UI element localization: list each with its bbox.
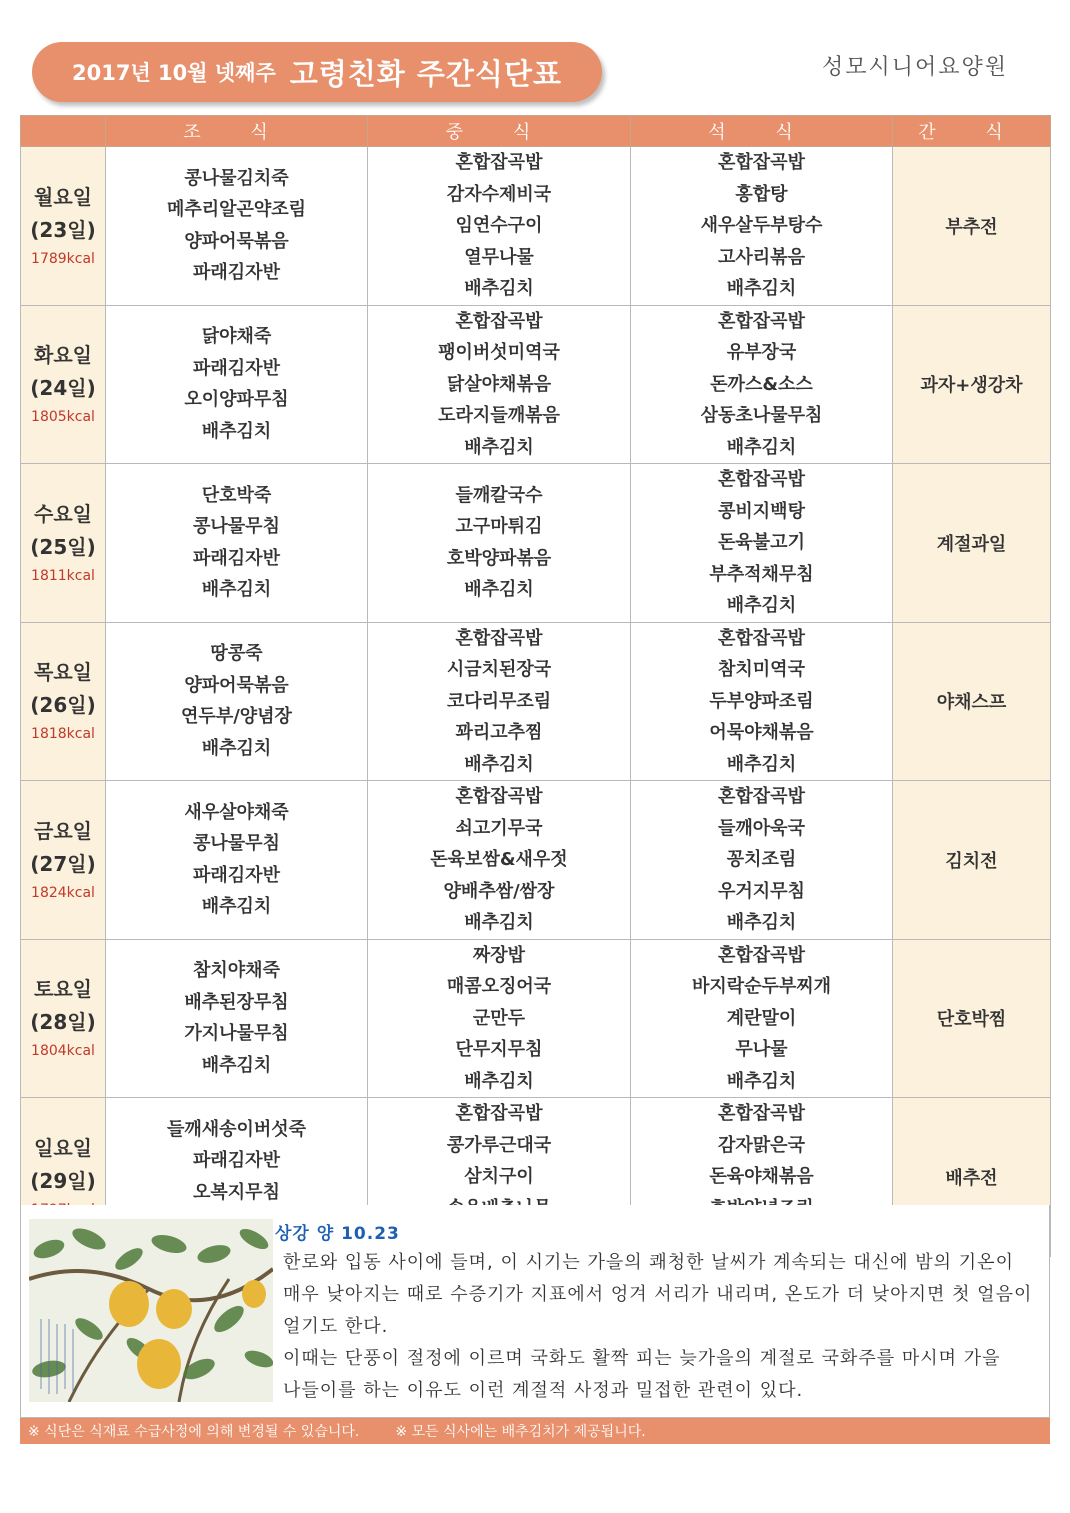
day-cell bbox=[21, 781, 106, 940]
breakfast-items bbox=[106, 955, 367, 1081]
quince-painting-image bbox=[29, 1219, 273, 1402]
menu-item: 들깨새송이버섯죽 bbox=[166, 1118, 307, 1140]
lunch-cell bbox=[368, 622, 631, 781]
day-kcal: 1818kcal bbox=[31, 726, 95, 743]
day-date: (28일) bbox=[30, 1010, 96, 1035]
snack-cell: 과자+생강차 bbox=[893, 305, 1051, 464]
day-cell bbox=[21, 939, 106, 1098]
menu-item: 우거지무침 bbox=[718, 880, 805, 902]
dinner-items bbox=[631, 781, 892, 939]
lunch-items bbox=[368, 940, 630, 1098]
day-name: 목요일 bbox=[34, 660, 92, 685]
snack-cell: 부추전 bbox=[893, 147, 1051, 306]
menu-item: 단호박죽 bbox=[201, 484, 272, 506]
organization-name: 성모시니어요양원 bbox=[821, 55, 1008, 80]
menu-item: 배추김치 bbox=[464, 912, 534, 933]
season-section bbox=[20, 1205, 1050, 1418]
menu-item: 혼합잡곡밥 bbox=[718, 310, 805, 332]
header-dinner: 석 식 bbox=[631, 116, 893, 147]
menu-item: 팽이버섯미역국 bbox=[438, 342, 560, 363]
menu-item: 임연수구이 bbox=[455, 215, 543, 236]
menu-item: 파래김자반 bbox=[193, 262, 280, 284]
menu-item: 삼동초나물무침 bbox=[700, 405, 823, 426]
menu-item: 호박양파볶음 bbox=[446, 547, 552, 569]
menu-item: 배추김치 bbox=[726, 278, 797, 299]
menu-item: 고사리볶음 bbox=[718, 246, 805, 268]
lunch-cell bbox=[368, 781, 631, 940]
season-paragraph-1: 한로와 입동 사이에 들며, 이 시기는 가을의 쾌청한 날씨가 계속되는 대신에 밤의 기온이 매우 낮아지는 때로 수증기가 지표에서 엉겨 서리가 내리며, 온도가 더 낮아지면 첫 얼음이 얼기도 한다. bbox=[283, 1252, 1033, 1337]
menu-item: 어묵야채볶음 bbox=[709, 722, 814, 743]
day-date: (27일) bbox=[30, 851, 96, 876]
menu-item: 닭야채죽 bbox=[201, 326, 272, 348]
menu-item: 양배추쌈/쌈장 bbox=[443, 880, 555, 902]
day-cell bbox=[21, 622, 106, 781]
lunch-items bbox=[368, 623, 630, 781]
day-name: 월요일 bbox=[34, 184, 92, 209]
menu-item: 콩나물김치죽 bbox=[184, 167, 289, 189]
lunch-items bbox=[368, 480, 630, 606]
breakfast-cell bbox=[106, 147, 368, 306]
breakfast-items bbox=[106, 163, 367, 289]
menu-item: 홍합탕 bbox=[735, 183, 788, 205]
menu-item: 무나물 bbox=[735, 1039, 788, 1060]
menu-item: 혼합잡곡밥 bbox=[455, 1103, 543, 1124]
menu-item: 새우살야채죽 bbox=[184, 801, 289, 823]
footer-note-2: ※ 모든 식사에는 배추김치가 제공됩니다. bbox=[395, 1424, 646, 1440]
season-paragraph-2: 이때는 단풍이 절정에 이르며 국화도 활짝 피는 늦가을의 계절로 국화주를 마시며 가을 나들이를 하는 이유도 이런 계절적 사정과 밀접한 관련이 있다. bbox=[283, 1348, 1001, 1401]
day-cell bbox=[21, 147, 106, 306]
menu-item: 가지나물무침 bbox=[184, 1023, 289, 1045]
menu-item: 배추김치 bbox=[201, 420, 272, 442]
breakfast-cell bbox=[106, 305, 368, 464]
menu-item: 유부장국 bbox=[726, 342, 797, 363]
menu-item: 양파어묵볶음 bbox=[184, 230, 289, 252]
menu-item: 오복지무침 bbox=[193, 1181, 280, 1203]
snack-cell: 계절과일 bbox=[893, 464, 1051, 623]
lunch-items bbox=[368, 147, 630, 305]
dinner-cell bbox=[631, 305, 893, 464]
lunch-cell bbox=[368, 939, 631, 1098]
header-lunch: 중 식 bbox=[368, 116, 631, 147]
menu-item: 혼합잡곡밥 bbox=[455, 152, 543, 173]
table-row bbox=[21, 464, 1051, 623]
header-snack: 간 식 bbox=[893, 116, 1051, 147]
day-name: 금요일 bbox=[34, 818, 92, 843]
table-header-row bbox=[21, 116, 1051, 147]
menu-item: 짜장밥 bbox=[472, 944, 526, 966]
menu-item: 배추김치 bbox=[201, 579, 272, 601]
menu-item: 배추된장무침 bbox=[184, 991, 289, 1013]
menu-item: 쇠고기무국 bbox=[455, 817, 543, 839]
menu-item: 들깨아욱국 bbox=[718, 817, 805, 839]
season-text bbox=[283, 1247, 1033, 1407]
menu-item: 돈육불고기 bbox=[718, 532, 805, 553]
menu-item: 참치야채죽 bbox=[193, 960, 280, 982]
menu-item: 땅콩죽 bbox=[210, 643, 263, 665]
menu-item: 돈까스&소스 bbox=[710, 373, 813, 395]
dinner-cell bbox=[631, 622, 893, 781]
menu-item: 바지락순두부찌개 bbox=[691, 976, 832, 997]
menu-item: 부추적채무침 bbox=[709, 563, 814, 585]
day-name: 화요일 bbox=[34, 343, 92, 368]
menu-item: 꽁치조림 bbox=[726, 849, 797, 870]
day-date: (23일) bbox=[30, 217, 96, 242]
menu-item: 혼합잡곡밥 bbox=[718, 469, 805, 490]
menu-item: 연두부/양념장 bbox=[181, 706, 292, 728]
menu-item: 파래김자반 bbox=[193, 357, 280, 379]
menu-item: 콩나물무침 bbox=[193, 833, 280, 855]
day-date: (26일) bbox=[30, 693, 96, 718]
table-row bbox=[21, 305, 1051, 464]
menu-item: 배추김치 bbox=[201, 1054, 272, 1076]
table-row bbox=[21, 939, 1051, 1098]
menu-item: 배추김치 bbox=[726, 912, 797, 933]
day-cell bbox=[21, 464, 106, 623]
table-row bbox=[21, 622, 1051, 781]
menu-item: 시금치된장국 bbox=[446, 659, 552, 680]
dinner-cell bbox=[631, 147, 893, 306]
breakfast-cell bbox=[106, 781, 368, 940]
menu-item: 계란말이 bbox=[726, 1007, 797, 1029]
day-cell bbox=[21, 305, 106, 464]
day-name: 일요일 bbox=[34, 1135, 92, 1160]
menu-item: 매콤오징어국 bbox=[446, 976, 552, 997]
quince-painting bbox=[29, 1219, 273, 1402]
menu-item: 파래김자반 bbox=[193, 547, 280, 569]
menu-item: 코다리무조림 bbox=[446, 690, 552, 712]
menu-item: 군만두 bbox=[472, 1007, 526, 1029]
dinner-items bbox=[631, 306, 892, 464]
day-name: 수요일 bbox=[34, 501, 92, 526]
menu-item: 삼치구이 bbox=[464, 1166, 534, 1187]
menu-item: 혼합잡곡밥 bbox=[718, 152, 805, 173]
menu-item: 메추리알곤약조림 bbox=[166, 199, 307, 221]
footer-note-1: ※ 식단은 식재료 수급사정에 의해 변경될 수 있습니다. bbox=[28, 1424, 360, 1440]
snack-cell: 배추전 bbox=[893, 1098, 1051, 1257]
breakfast-cell bbox=[106, 622, 368, 781]
menu-item: 닭살야채볶음 bbox=[446, 373, 552, 395]
menu-item: 양파어묵볶음 bbox=[184, 674, 289, 696]
menu-item: 열무나물 bbox=[464, 246, 534, 268]
menu-item: 꽈리고추찜 bbox=[455, 722, 543, 743]
breakfast-cell bbox=[106, 464, 368, 623]
menu-item: 배추김치 bbox=[201, 737, 272, 759]
snack-cell: 단호박찜 bbox=[893, 939, 1051, 1098]
menu-item: 혼합잡곡밥 bbox=[718, 944, 805, 966]
breakfast-items bbox=[106, 321, 367, 447]
dinner-items bbox=[631, 464, 892, 622]
menu-item: 고구마튀김 bbox=[455, 516, 543, 538]
lunch-items bbox=[368, 306, 630, 464]
menu-item: 혼합잡곡밥 bbox=[718, 786, 805, 807]
day-date: (25일) bbox=[30, 534, 96, 559]
menu-item: 돈육보쌈&새우젓 bbox=[430, 849, 568, 870]
lunch-cell bbox=[368, 464, 631, 623]
menu-item: 혼합잡곡밥 bbox=[455, 310, 543, 332]
menu-item: 혼합잡곡밥 bbox=[455, 627, 543, 649]
menu-item: 감자수제비국 bbox=[446, 183, 552, 205]
header-breakfast: 조 식 bbox=[106, 116, 368, 147]
menu-item: 돈육야채볶음 bbox=[709, 1166, 814, 1187]
day-date: (24일) bbox=[30, 376, 96, 401]
dinner-items bbox=[631, 940, 892, 1098]
day-kcal: 1824kcal bbox=[31, 884, 95, 901]
footer-notes bbox=[20, 1418, 1050, 1444]
table-row bbox=[21, 781, 1051, 940]
snack-cell: 야채스프 bbox=[893, 622, 1051, 781]
day-kcal: 1805kcal bbox=[31, 409, 95, 426]
breakfast-items bbox=[106, 797, 367, 923]
menu-item: 혼합잡곡밥 bbox=[455, 786, 543, 807]
page-title: 고령친화 주간식단표 bbox=[289, 56, 562, 91]
menu-item: 배추김치 bbox=[726, 1070, 797, 1092]
weekly-menu-table bbox=[20, 115, 1051, 1257]
menu-item: 오이양파무침 bbox=[184, 389, 289, 411]
menu-item: 도라지들깨볶음 bbox=[438, 405, 560, 426]
menu-item: 들깨칼국수 bbox=[455, 484, 543, 506]
table-row bbox=[21, 147, 1051, 306]
menu-item: 배추김치 bbox=[464, 1070, 534, 1092]
menu-item: 감자맑은국 bbox=[718, 1134, 805, 1156]
menu-item: 파래김자반 bbox=[193, 1150, 280, 1172]
dinner-cell bbox=[631, 939, 893, 1098]
day-kcal: 1804kcal bbox=[31, 1043, 95, 1060]
menu-item: 혼합잡곡밥 bbox=[718, 627, 805, 649]
menu-item: 배추김치 bbox=[464, 579, 534, 601]
menu-item: 콩가루근대국 bbox=[446, 1134, 552, 1156]
day-kcal: 1789kcal bbox=[31, 250, 95, 267]
menu-item: 배추김치 bbox=[726, 595, 797, 616]
menu-item: 단무지무침 bbox=[455, 1039, 543, 1060]
menu-item: 배추김치 bbox=[201, 896, 272, 918]
dinner-cell bbox=[631, 781, 893, 940]
menu-item: 혼합잡곡밥 bbox=[718, 1103, 805, 1124]
lunch-cell bbox=[368, 147, 631, 306]
dinner-cell bbox=[631, 464, 893, 623]
season-title: 상강 양 10.23 bbox=[275, 1224, 400, 1244]
lunch-cell bbox=[368, 305, 631, 464]
breakfast-cell bbox=[106, 939, 368, 1098]
menu-item: 콩나물무침 bbox=[193, 516, 280, 538]
menu-item: 배추김치 bbox=[464, 278, 534, 299]
menu-item: 배추김치 bbox=[464, 436, 534, 458]
breakfast-items bbox=[106, 480, 367, 606]
title-banner bbox=[32, 42, 602, 102]
menu-item: 콩비지백탕 bbox=[718, 500, 805, 522]
menu-item: 배추김치 bbox=[464, 753, 534, 775]
menu-item: 새우살두부탕수 bbox=[700, 215, 823, 236]
menu-item: 파래김자반 bbox=[193, 864, 280, 886]
title-prefix: 2017년 10월 넷째주 bbox=[72, 61, 276, 85]
breakfast-items bbox=[106, 638, 367, 764]
day-date: (29일) bbox=[30, 1168, 96, 1193]
header-day bbox=[21, 116, 106, 147]
day-name: 토요일 bbox=[34, 977, 92, 1002]
dinner-items bbox=[631, 623, 892, 781]
menu-item: 배추김치 bbox=[726, 436, 797, 458]
dinner-items bbox=[631, 147, 892, 305]
day-kcal: 1811kcal bbox=[31, 567, 95, 584]
snack-cell: 김치전 bbox=[893, 781, 1051, 940]
menu-body bbox=[21, 147, 1051, 1257]
menu-item: 두부양파조림 bbox=[709, 690, 814, 712]
menu-item: 배추김치 bbox=[726, 753, 797, 775]
lunch-items bbox=[368, 781, 630, 939]
menu-item: 참치미역국 bbox=[718, 659, 805, 680]
